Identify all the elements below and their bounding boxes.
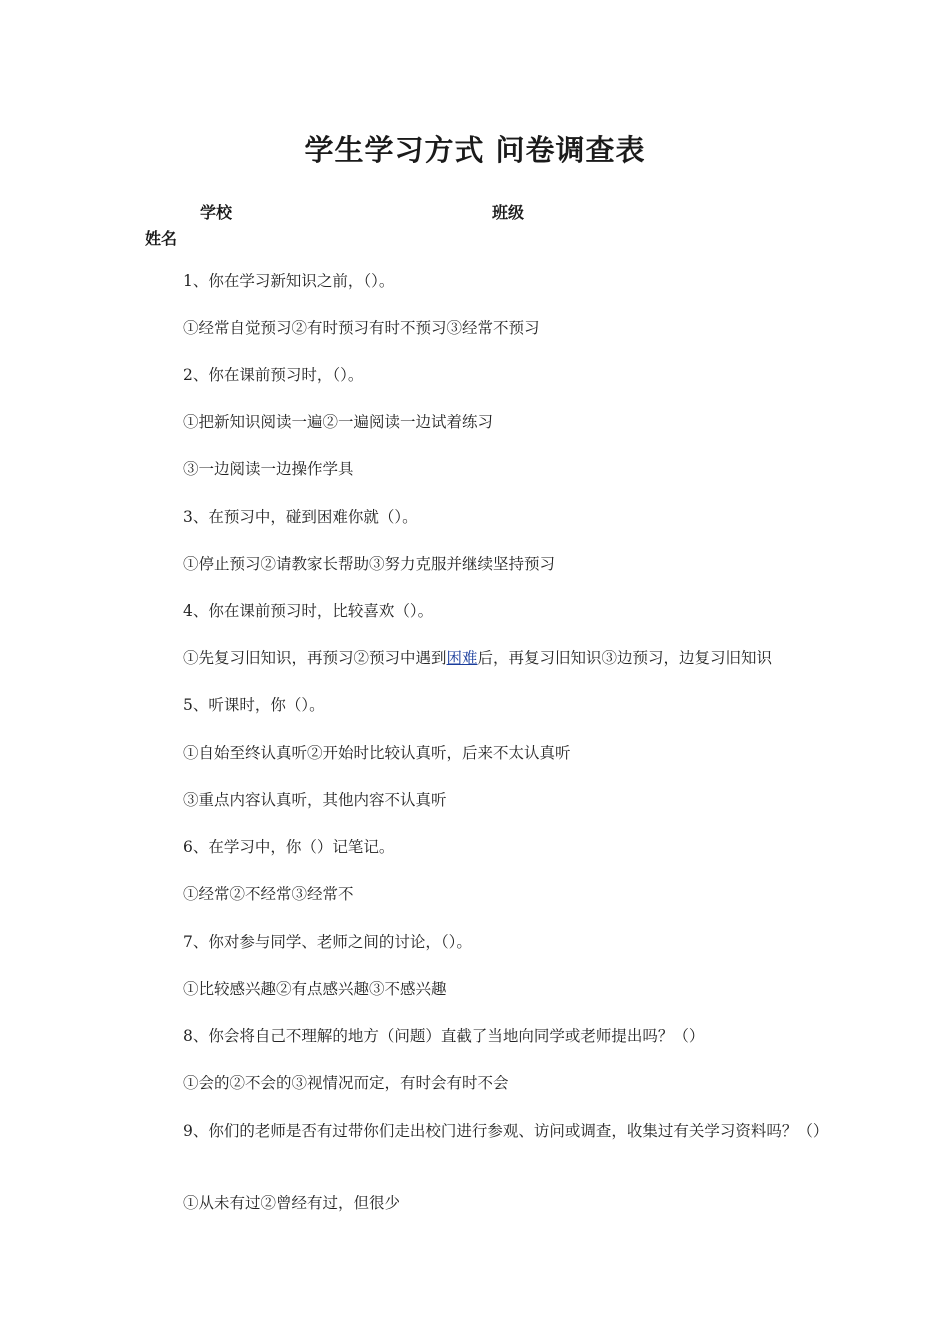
name-field-label: 姓名	[145, 229, 178, 248]
question-4: 4、你在课前预习时，比较喜欢（）。	[183, 602, 434, 620]
question-6: 6、在学习中，你（）记笔记。	[183, 838, 395, 856]
question-5: 5、听课时，你（）。	[183, 696, 325, 714]
page-title: 学生学习方式 问卷调查表	[304, 133, 646, 167]
question-6-options: ①经常②不经常③经常不	[183, 885, 354, 903]
question-3: 3、在预习中，碰到困难你就（）。	[183, 508, 418, 526]
question-2: 2、你在课前预习时，（）。	[183, 366, 364, 384]
question-2-options: ①把新知识阅读一遍②一遍阅读一边试着练习	[183, 413, 494, 431]
question-2-options-continued: ③一边阅读一边操作学具	[183, 460, 354, 478]
class-field-label: 班级	[492, 203, 525, 222]
question-1: 1、你在学习新知识之前，（）。	[183, 272, 395, 290]
question-1-options: ①经常自觉预习②有时预习有时不预习③经常不预习	[183, 319, 540, 337]
question-4-options-after-link: 后，再复习旧知识③边预习，边复习旧知识	[477, 649, 773, 667]
question-3-options: ①停止预习②请教家长帮助③努力克服并继续坚持预习	[183, 555, 556, 573]
question-9: 9、你们的老师是否有过带你们走出校门进行参观、访问或调查，收集过有关学习资料吗？（）	[183, 1122, 829, 1140]
question-9-options: ①从未有过②曾经有过，但很少	[183, 1194, 401, 1212]
question-7: 7、你对参与同学、老师之间的讨论，（）。	[183, 933, 472, 951]
question-8-options: ①会的②不会的③视情况而定，有时会有时不会	[183, 1074, 509, 1092]
question-8: 8、你会将自己不理解的地方（问题）直截了当地向同学或老师提出吗？（）	[183, 1027, 705, 1045]
difficulty-link[interactable]: 困难	[446, 649, 478, 667]
question-4-options	[183, 647, 772, 669]
question-4-options-before-link: ①先复习旧知识，再预习②预习中遇到	[183, 649, 447, 667]
question-5-options-continued: ③重点内容认真听，其他内容不认真听	[183, 791, 447, 809]
question-5-options: ①自始至终认真听②开始时比较认真听，后来不太认真听	[183, 744, 571, 762]
question-7-options: ①比较感兴趣②有点感兴趣③不感兴趣	[183, 980, 447, 998]
school-field-label: 学校	[200, 203, 233, 222]
